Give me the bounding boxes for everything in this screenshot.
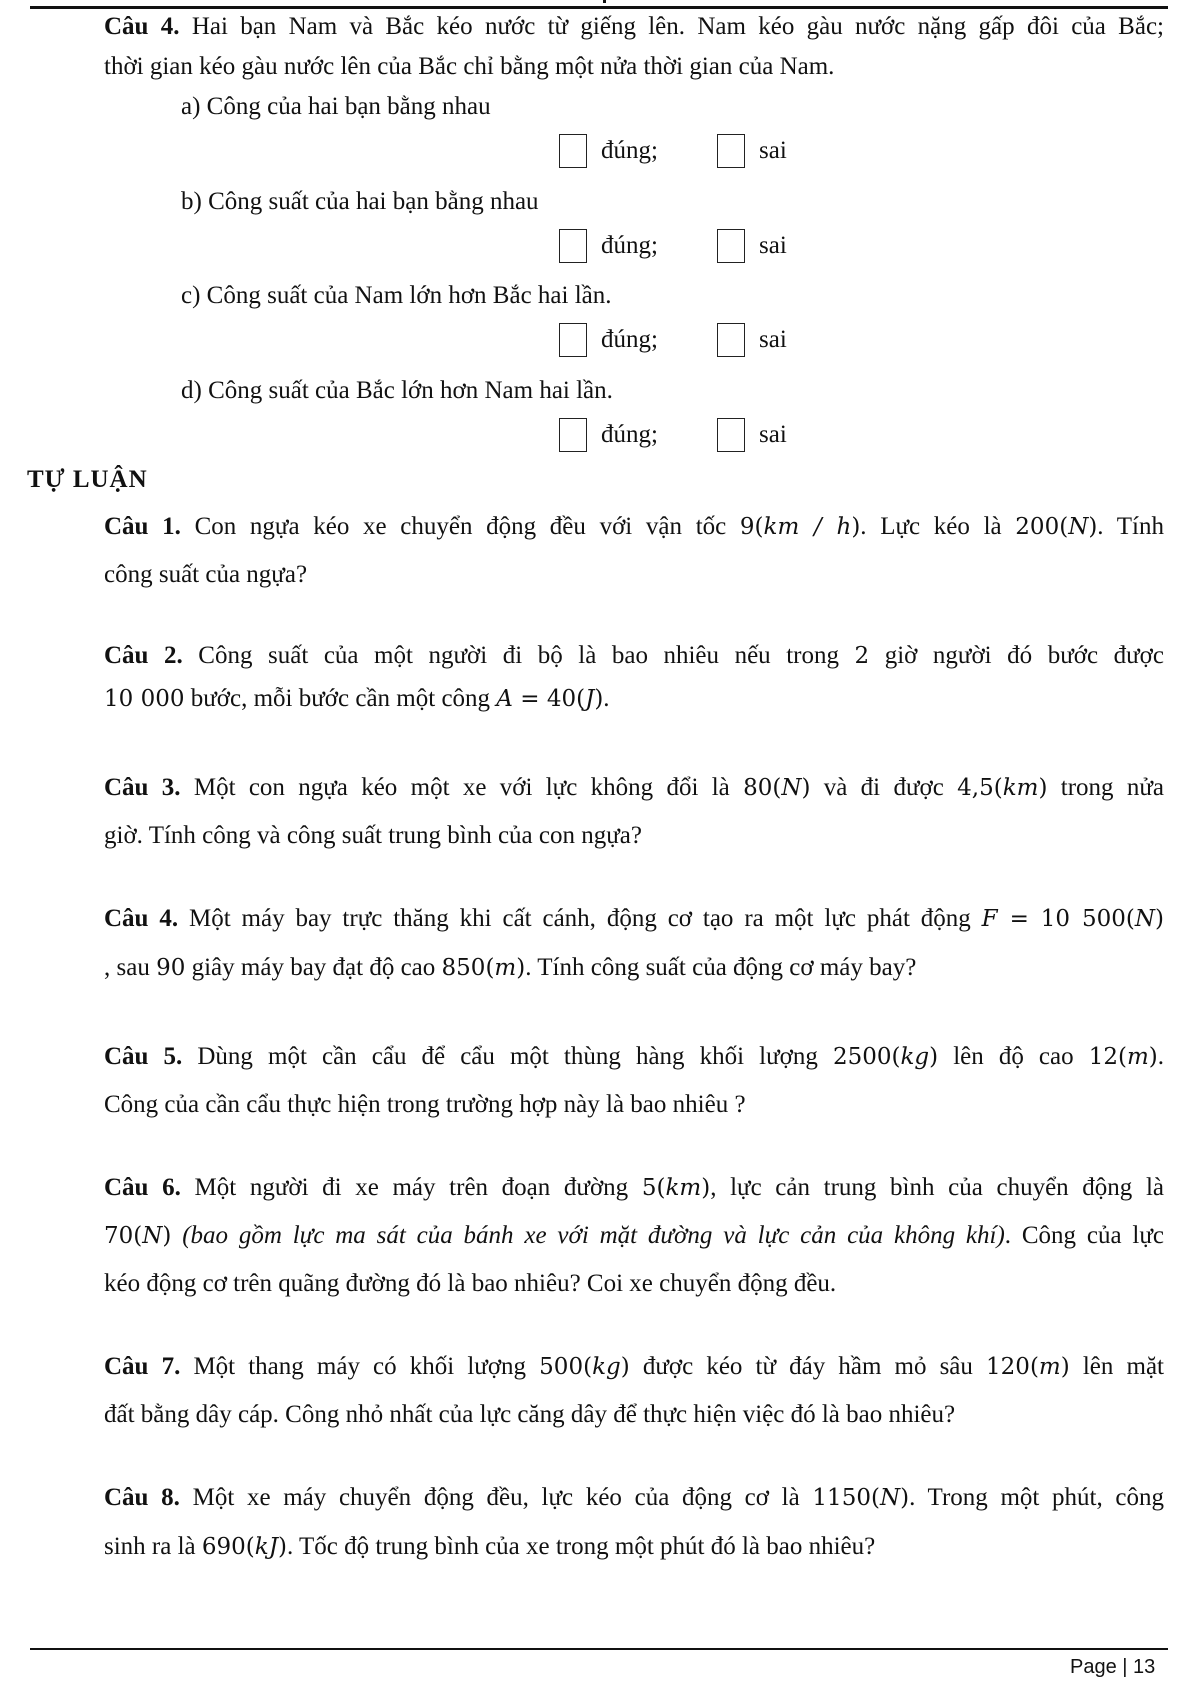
q6-distance-value: 5	[641, 1175, 657, 1201]
q5-mass-value: 2500	[832, 1044, 892, 1070]
q8-work: 690(kJ)	[201, 1534, 287, 1560]
q7-mass-value: 500	[539, 1354, 584, 1380]
q7-line-2: đất bằng dây cáp. Công nhỏ nhất của lực căng dây để thực hiện việc đó là bao nhiêu?	[104, 1401, 956, 1428]
q6-text-2: , lực cản trung bình của chuyển động là	[710, 1174, 1164, 1201]
q1-label: Câu 1.	[104, 513, 181, 540]
checkbox-false-b[interactable]	[717, 229, 745, 263]
mcq-text-2: thời gian kéo gàu nước lên của Bắc chỉ bằng một nửa thời gian của Nam.	[104, 53, 835, 80]
q2-steps: 10 000	[104, 686, 185, 712]
q7-text-2: được kéo từ đáy hầm mỏ sâu	[629, 1353, 987, 1380]
option-true-label: đúng;	[601, 326, 658, 353]
q6-italic-note: (bao gồm lực ma sát của bánh xe với mặt đường và lực cản của không khí)	[171, 1222, 1005, 1249]
q8-work-unit: kJ	[254, 1534, 278, 1560]
checkbox-false-a[interactable]	[717, 134, 745, 168]
q1-force-unit: N	[1068, 514, 1089, 540]
q1-text-3: . Tính	[1097, 513, 1164, 540]
q3-distance: 4,5(km)	[957, 775, 1048, 801]
q7-mass: 500(kg)	[539, 1354, 630, 1380]
checkbox-false-c[interactable]	[717, 323, 745, 357]
q1-speed-unit: km / h	[763, 514, 852, 540]
statement-b: b) Công suất của hai bạn bằng nhau	[181, 188, 539, 215]
q4-text-4: . Tính công suất của động cơ máy bay?	[525, 954, 917, 981]
q3-distance-value: 4,5	[957, 775, 994, 801]
statement-d: d) Công suất của Bắc lớn hơn Nam hai lần.	[181, 377, 613, 404]
checkbox-true-c[interactable]	[559, 323, 587, 357]
checkbox-false-d[interactable]	[717, 418, 745, 452]
q4-text-2: , sau	[104, 954, 157, 981]
q6-text-3: . Công của lực	[1004, 1222, 1164, 1249]
q4-force: F = 10 500(N)	[981, 906, 1164, 932]
q4-force-value: = 10 500	[997, 906, 1126, 932]
checkbox-true-a[interactable]	[559, 134, 587, 168]
q2-text-4: .	[603, 685, 610, 712]
q7-label: Câu 7.	[104, 1353, 181, 1380]
q3-text-2: và đi được	[810, 774, 958, 801]
q1-text-2: . Lực kéo là	[860, 513, 1016, 540]
q6-label: Câu 6.	[104, 1174, 181, 1201]
checkbox-true-d[interactable]	[559, 418, 587, 452]
option-true-label: đúng;	[601, 137, 658, 164]
q5-mass: 2500(kg)	[832, 1044, 939, 1070]
q5-height: 12(m)	[1088, 1044, 1158, 1070]
q3-text: Một con ngựa kéo một xe với lực không đổi là	[180, 774, 744, 801]
q8-text-4: . Tốc độ trung bình của xe trong một phút đó là bao nhiêu?	[286, 1533, 876, 1560]
q1-force-value: 200	[1015, 514, 1060, 540]
q8-label: Câu 8.	[104, 1484, 180, 1511]
q3-force-value: 80	[743, 775, 773, 801]
q8-line-1	[104, 1482, 1164, 1514]
q6-line-3: kéo động cơ trên quãng đường đó là bao nhiêu? Coi xe chuyển động đều.	[104, 1270, 837, 1297]
q2-text-3: bước, mỗi bước cần một công	[184, 685, 497, 712]
q2-text: Công suất của một người đi bộ là bao nhiêu nếu trong	[182, 642, 855, 669]
q1-line-2: công suất của ngựa?	[104, 561, 308, 588]
q8-line-2	[104, 1531, 1164, 1563]
q5-text: Dùng một cần cẩu để cẩu một thùng hàng khối lượng	[182, 1043, 833, 1070]
q3-distance-unit: km	[1002, 775, 1039, 801]
page-number: Page | 13	[1070, 1656, 1156, 1678]
q2-line-1	[104, 640, 1164, 672]
q5-height-unit: m	[1126, 1044, 1149, 1070]
option-false-label: sai	[759, 137, 787, 164]
q2-text-2: giờ người đó bước được	[869, 642, 1164, 669]
q3-label: Câu 3.	[104, 774, 181, 801]
option-false-label: sai	[759, 326, 787, 353]
q7-depth: 120(m)	[986, 1354, 1070, 1380]
option-false-label: sai	[759, 421, 787, 448]
q7-line-1	[104, 1351, 1164, 1383]
q5-line-2: Công của cần cẩu thực hiện trong trường hợp này là bao nhiêu ?	[104, 1091, 746, 1118]
q4-label: Câu 4.	[104, 905, 179, 932]
q2-work-var: A	[496, 686, 513, 712]
q2-work: A = 40(J)	[496, 686, 604, 712]
q1-text: Con ngựa kéo xe chuyển động đều với vận tốc	[180, 513, 740, 540]
q6-force-unit: N	[142, 1223, 163, 1249]
q5-mass-unit: kg	[900, 1044, 930, 1070]
top-rule	[30, 6, 1168, 9]
statement-c: c) Công suất của Nam lớn hơn Bắc hai lần.	[181, 282, 612, 309]
q2-hours: 2	[854, 643, 870, 669]
checkbox-true-b[interactable]	[559, 229, 587, 263]
q2-label: Câu 2.	[104, 642, 183, 669]
section-title: TỰ LUẬN	[27, 466, 148, 493]
q3-line-2: giờ. Tính công và công suất trung bình của con ngựa?	[104, 822, 642, 849]
q5-label: Câu 5.	[104, 1043, 183, 1070]
option-true-label: đúng;	[601, 232, 658, 259]
q2-work-value: = 40	[512, 686, 577, 712]
mcq-text-1: Hai bạn Nam và Bắc kéo nước từ giếng lên. Nam kéo gàu nước nặng gấp đôi của Bắc;	[179, 13, 1164, 40]
q2-line-2	[104, 683, 1164, 715]
q5-line-1	[104, 1041, 1164, 1073]
q8-text-2: . Trong một phút, công	[909, 1484, 1165, 1511]
q4-height-value: 850	[441, 955, 486, 981]
mcq-line-2	[104, 51, 1164, 83]
q6-force: 70(N)	[104, 1223, 172, 1249]
statement-a: a) Công của hai bạn bằng nhau	[181, 93, 491, 120]
q8-force-unit: N	[879, 1485, 901, 1511]
q4-time: 90	[156, 955, 186, 981]
q4-line-1	[104, 903, 1164, 935]
q3-force: 80(N)	[743, 775, 811, 801]
q4-text: Một máy bay trực thăng khi cất cánh, động cơ tạo ra một lực phát động	[178, 905, 982, 932]
q4-force-unit: N	[1134, 906, 1156, 932]
q6-text: Một người đi xe máy trên đoạn đường	[180, 1174, 642, 1201]
q5-text-2: lên độ cao	[938, 1043, 1089, 1070]
q8-work-value: 690	[201, 1534, 246, 1560]
q1-line-1	[104, 511, 1164, 543]
q3-text-3: trong nửa	[1047, 774, 1164, 801]
q1-speed-value: 9	[739, 514, 755, 540]
q8-text: Một xe máy chuyển động đều, lực kéo của động cơ là	[179, 1484, 813, 1511]
q3-force-unit: N	[781, 775, 802, 801]
q4-line-2	[104, 952, 1164, 984]
q7-mass-unit: kg	[592, 1354, 621, 1380]
q1-speed: 9(km / h)	[739, 514, 861, 540]
mcq-line-1	[104, 11, 1164, 43]
mcq-label: Câu 4.	[104, 13, 180, 40]
q4-height-unit: m	[494, 955, 517, 981]
q7-text-3: lên mặt	[1069, 1353, 1164, 1380]
q6-line-2	[104, 1220, 1164, 1252]
q4-height: 850(m)	[441, 955, 526, 981]
q8-force: 1150(N)	[812, 1485, 910, 1511]
footer-rule	[30, 1648, 1168, 1650]
q6-force-value: 70	[104, 1223, 134, 1249]
q7-text: Một thang máy có khối lượng	[180, 1353, 540, 1380]
option-true-label: đúng;	[601, 421, 658, 448]
q5-height-value: 12	[1088, 1044, 1118, 1070]
q6-distance-unit: km	[665, 1175, 702, 1201]
q6-line-1	[104, 1172, 1164, 1204]
q7-depth-value: 120	[986, 1354, 1030, 1380]
top-dot	[603, 0, 606, 3]
q5-text-3: .	[1157, 1043, 1164, 1070]
q1-force: 200(N)	[1015, 514, 1098, 540]
q8-text-3: sinh ra là	[104, 1533, 202, 1560]
q7-depth-unit: m	[1038, 1354, 1061, 1380]
q8-force-value: 1150	[812, 1485, 871, 1511]
option-false-label: sai	[759, 232, 787, 259]
q4-force-var: F	[981, 906, 998, 932]
q2-work-unit: J	[585, 686, 595, 712]
q6-distance: 5(km)	[641, 1175, 711, 1201]
q3-line-1	[104, 772, 1164, 804]
q4-text-3: giây máy bay đạt độ cao	[185, 954, 442, 981]
